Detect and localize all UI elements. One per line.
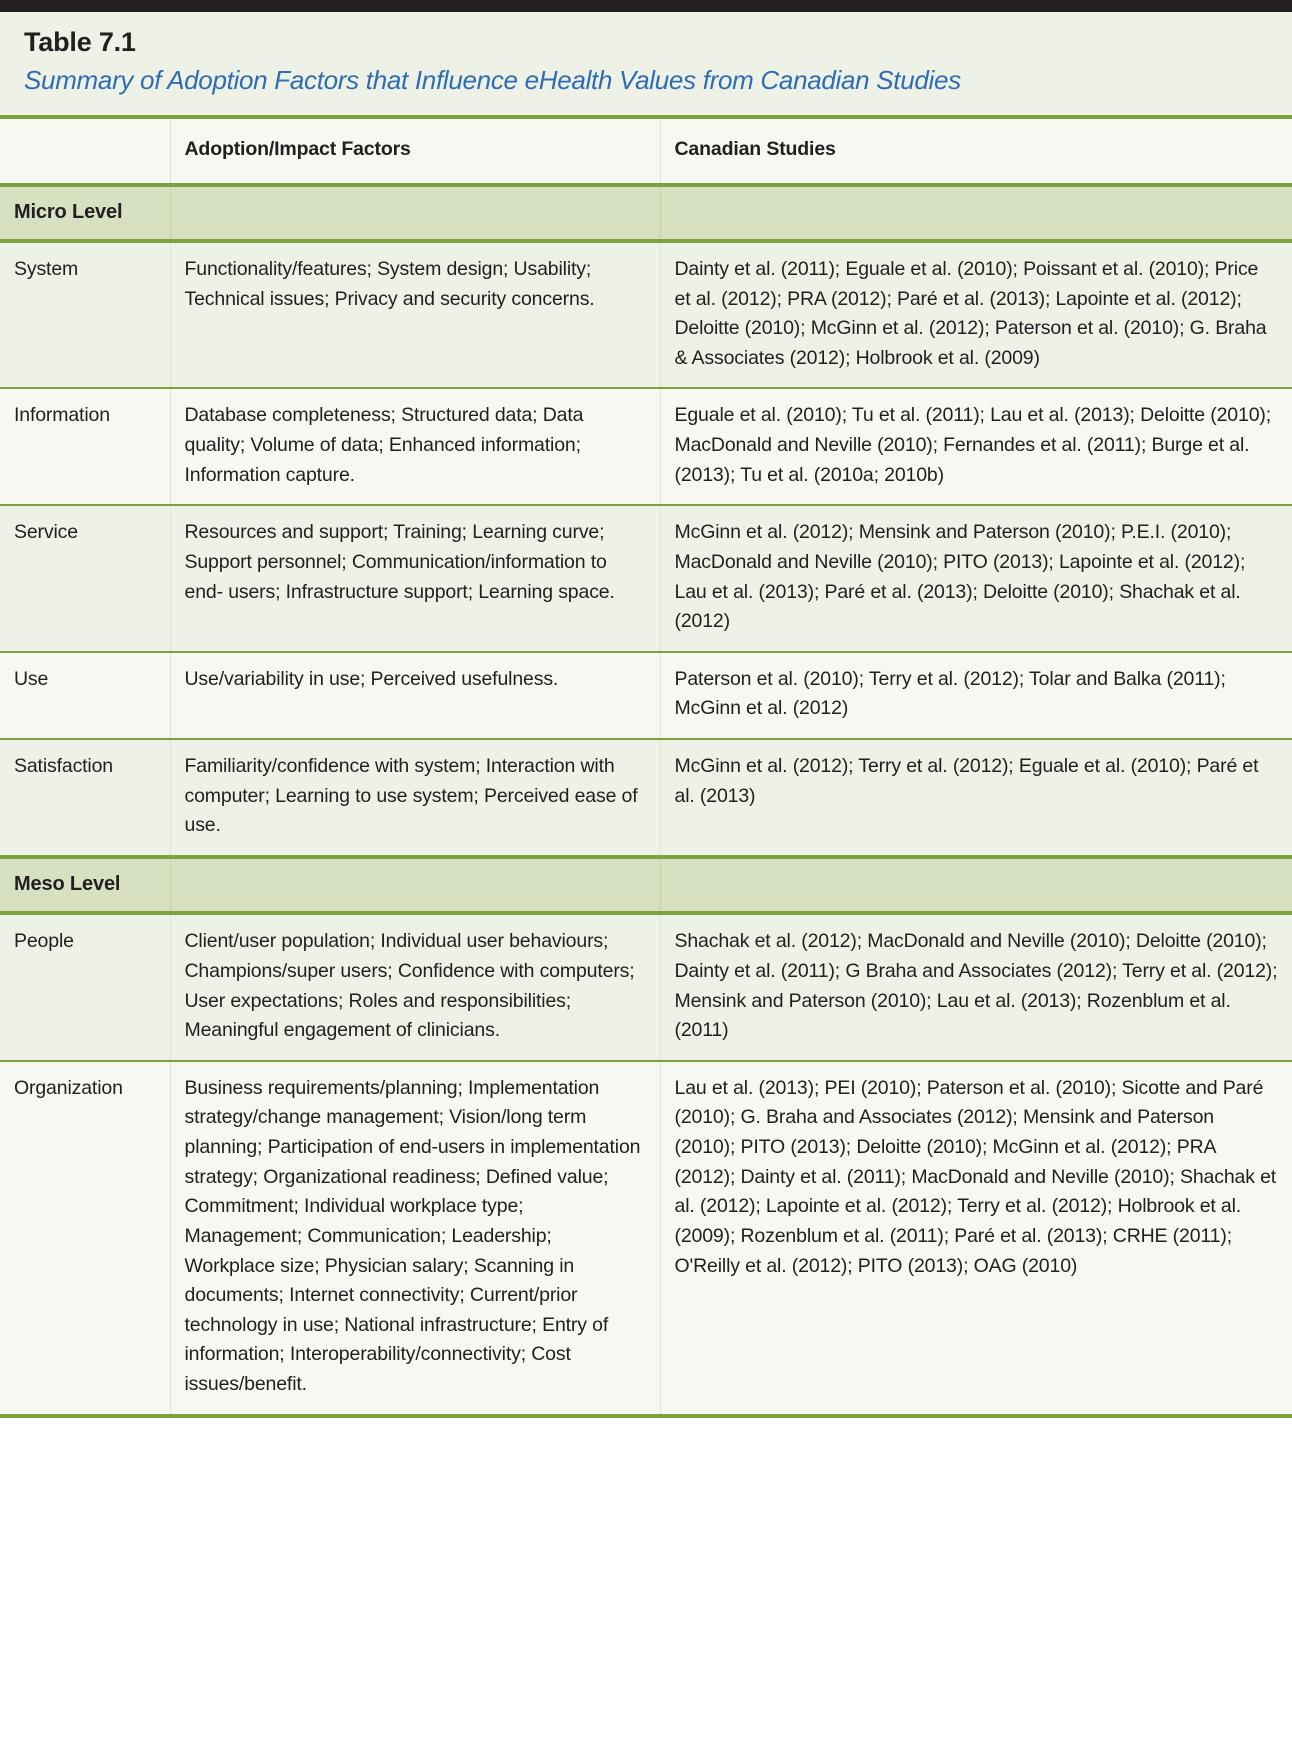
table-row: [0, 1061, 1292, 1414]
row-adoption-factors: Use/variability in use; Perceived usefulness.: [170, 652, 660, 739]
page-top-bar: [0, 0, 1292, 12]
table-row: [0, 913, 1292, 1061]
row-adoption-factors: Resources and support; Training; Learning curve; Support personnel; Communication/information to end- users; Infrastructure support; Learning space.: [170, 505, 660, 652]
section-spacer-cell: [170, 857, 660, 913]
table-bottom-rule: [0, 1414, 1292, 1418]
table-row: [0, 652, 1292, 739]
section-header-micro-level: [0, 185, 1292, 241]
row-canadian-studies: Eguale et al. (2010); Tu et al. (2011); Lau et al. (2013); Deloitte (2010); MacDonald and Neville (2010); Fernandes et al. (2011); Burge et al. (2013); Tu et al. (2010a; 2010b): [660, 388, 1292, 505]
header-row: [0, 117, 1292, 185]
table-row: [0, 241, 1292, 389]
row-canadian-studies: Paterson et al. (2010); Terry et al. (2012); Tolar and Balka (2011); McGinn et al. (2012): [660, 652, 1292, 739]
row-canadian-studies: Dainty et al. (2011); Eguale et al. (2010); Poissant et al. (2010); Price et al. (2012); PRA (2012); Paré et al. (2013); Lapointe et al. (2012); Deloitte (2010); McGinn et al. (2012); Paterson et al. (2010); G. Braha & Associates (2012); Holbrook et al. (2009): [660, 241, 1292, 389]
row-factor-name: Organization: [0, 1061, 170, 1414]
row-canadian-studies: Shachak et al. (2012); MacDonald and Neville (2010); Deloitte (2010); Dainty et al. (2011); G Braha and Associates (2012); Terry et al. (2012); Mensink and Paterson (2010); Lau et al. (2013); Rozenblum et al. (2011): [660, 913, 1292, 1061]
row-adoption-factors: Client/user population; Individual user behaviours; Champions/super users; Confidence with computers; User expectations; Roles and responsibilities; Meaningful engagement of clinicians.: [170, 913, 660, 1061]
row-adoption-factors: Familiarity/confidence with system; Interaction with computer; Learning to use system; Perceived ease of use.: [170, 739, 660, 857]
table-row: [0, 505, 1292, 652]
table-header: [0, 117, 1292, 185]
row-adoption-factors: Database completeness; Structured data; Data quality; Volume of data; Enhanced information; Information capture.: [170, 388, 660, 505]
section-spacer-cell: [660, 185, 1292, 241]
section-label-meso-level: Meso Level: [0, 857, 170, 913]
row-factor-name: Service: [0, 505, 170, 652]
column-header-canadian-studies: Canadian Studies: [660, 117, 1292, 185]
row-adoption-factors: Business requirements/planning; Implementation strategy/change management; Vision/long term planning; Participation of end-users in implementation strategy; Organizational readiness; Defined value; Commitment; Individual workplace type; Management; Communication; Leadership; Workplace size; Physician salary; Scanning in documents; Internet connectivity; Current/prior technology in use; National infrastructure; Entry of information; Interoperability/connectivity; Cost issues/benefit.: [170, 1061, 660, 1414]
row-factor-name: System: [0, 241, 170, 389]
row-canadian-studies: McGinn et al. (2012); Terry et al. (2012); Eguale et al. (2010); Paré et al. (2013): [660, 739, 1292, 857]
row-canadian-studies: Lau et al. (2013); PEI (2010); Paterson et al. (2010); Sicotte and Paré (2010); G. Braha and Associates (2012); Mensink and Paterson (2010); PITO (2013); Deloitte (2010); McGinn et al. (2012); PRA (2012); Dainty et al. (2011); MacDonald and Neville (2010); Shachak et al. (2012); Lapointe et al. (2012); Terry et al. (2012); Holbrook et al. (2009); Rozenblum et al. (2011); Paré et al. (2013); CRHE (2011); O'Reilly et al. (2012); PITO (2013); OAG (2010): [660, 1061, 1292, 1414]
table-row: [0, 739, 1292, 857]
row-factor-name: Information: [0, 388, 170, 505]
column-header-adoption-impact-factors: Adoption/Impact Factors: [170, 117, 660, 185]
table-caption: Summary of Adoption Factors that Influence eHealth Values from Canadian Studies: [24, 65, 961, 96]
table-row: [0, 388, 1292, 505]
row-factor-name: Satisfaction: [0, 739, 170, 857]
row-factor-name: Use: [0, 652, 170, 739]
section-spacer-cell: [660, 857, 1292, 913]
section-spacer-cell: [170, 185, 660, 241]
row-factor-name: People: [0, 913, 170, 1061]
adoption-factors-table: [0, 115, 1292, 1414]
section-header-meso-level: [0, 857, 1292, 913]
column-header-factor: [0, 117, 170, 185]
table-body: [0, 185, 1292, 1414]
table-title-block: [0, 12, 1292, 115]
section-label-micro-level: Micro Level: [0, 185, 170, 241]
row-canadian-studies: McGinn et al. (2012); Mensink and Paterson (2010); P.E.I. (2010); MacDonald and Neville (2010); PITO (2013); Lapointe et al. (2012); Lau et al. (2013); Paré et al. (2013); Deloitte (2010); Shachak et al. (2012): [660, 505, 1292, 652]
table-number: Table 7.1: [24, 27, 136, 57]
row-adoption-factors: Functionality/features; System design; Usability; Technical issues; Privacy and security concerns.: [170, 241, 660, 389]
